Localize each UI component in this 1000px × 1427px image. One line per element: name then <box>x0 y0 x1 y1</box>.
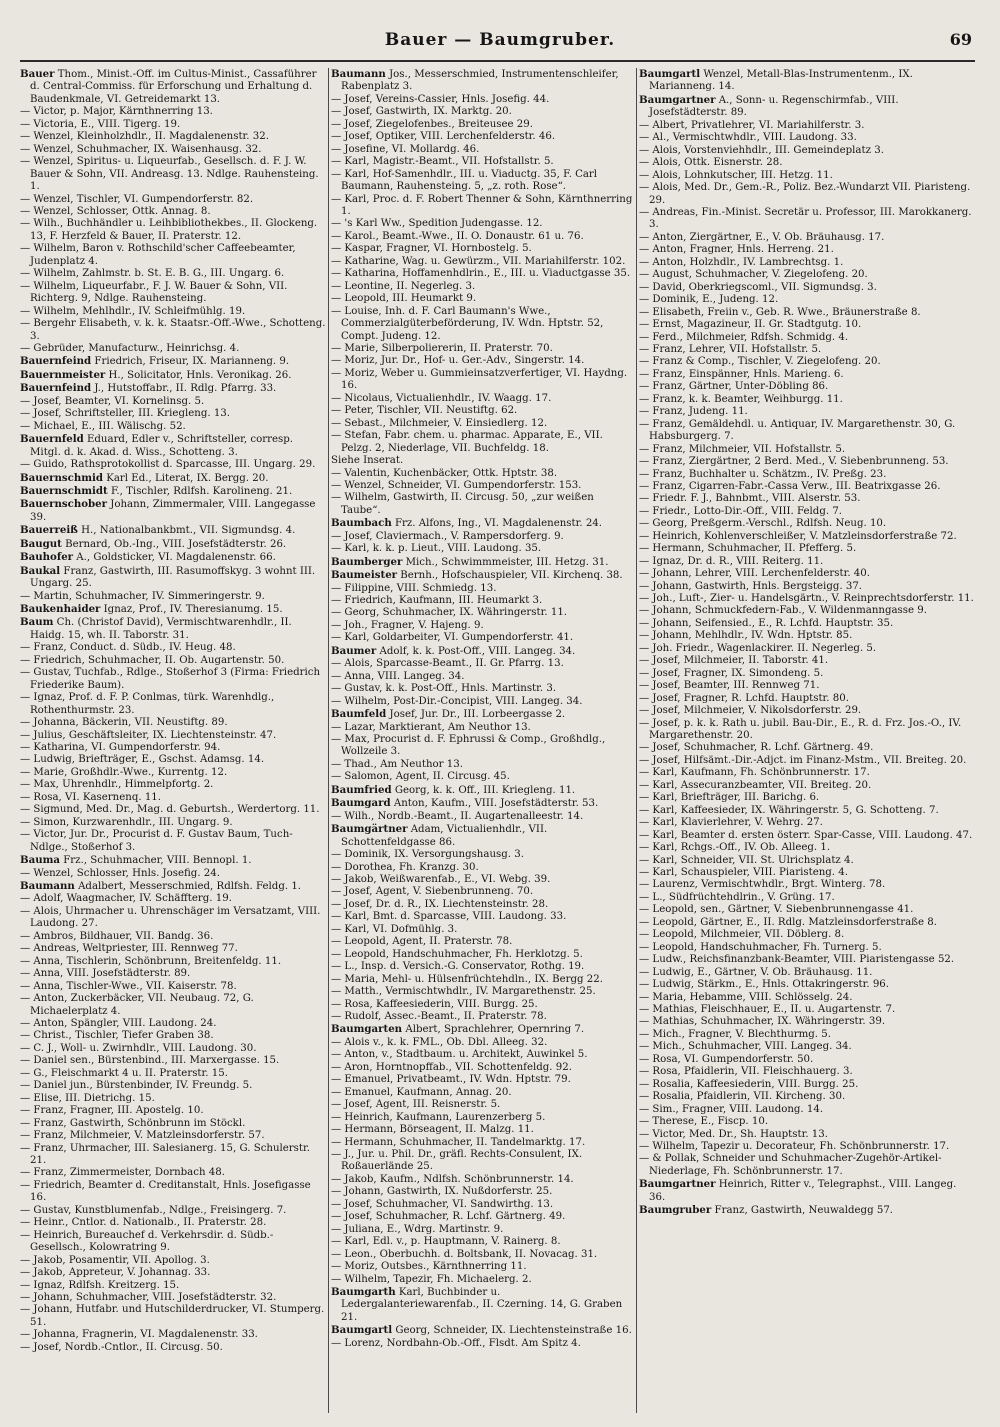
directory-entry: — Leopold, Handschuhmacher, Fh. Turnerg. 5. <box>639 941 882 953</box>
directory-entry: — Victoria, E., VIII. Tigerg. 19. <box>20 118 181 130</box>
directory-entry: — Leopold, Milchmeier, VII. Döblerg. 8. <box>639 929 845 941</box>
directory-entry: Bauernmeister H., Solicitator, Hnls. Veronikag. 26. <box>20 368 292 381</box>
directory-entry: — Alois, Vorstenviehhdlr., III. Gemeindeplatz 3. <box>639 144 884 156</box>
directory-entry: — Friedrich, Schuhmacher, II. Ob. Augartenstr. 50. <box>20 654 285 666</box>
directory-entry: — Wilh., Nordb.-Beamt., II. Augartenalleestr. 14. <box>331 810 584 822</box>
directory-entry: — Wenzel, Schlosser, Ottk. Annag. 8. <box>20 205 211 217</box>
directory-entry: — Alois v., k. k. FML., Ob. Dbl. Alleeg. 32. <box>331 1036 548 1048</box>
directory-entry: — Franz, Milchmeier, V. Matzleinsdorferstr. 57. <box>20 1130 265 1142</box>
directory-entry: — Franz, k. k. Beamter, Weihburgg. 11. <box>639 393 843 405</box>
directory-entry: — Ambros, Bildhauer, VII. Bandg. 36. <box>20 930 214 942</box>
directory-entry: Baugut Bernard, Ob.-Ing., VIII. Josefstädterstr. 26. <box>20 537 287 550</box>
directory-entry: — Kaspar, Fragner, VI. Hornbostelg. 5. <box>331 243 532 255</box>
directory-entry: Baumgärtner Adam, Victualienhdlr., VII. Schottenfeldgasse 86. <box>331 823 548 848</box>
directory-entry: — Nicolaus, Victualienhdlr., IV. Waagg. 17. <box>331 392 552 404</box>
directory-entry: — Franz, Conduct. d. Südb., IV. Heug. 48. <box>20 642 236 654</box>
directory-entry: — Georg, Schuhmacher, IX. Währingerstr. 11. <box>331 607 568 619</box>
directory-entry: — Franz, Cigarren-Fabr.-Cassa Verw., III. Beatrixgasse 26. <box>639 480 941 492</box>
directory-entry: — Anton, Ziergärtner, E., V. Ob. Bräuhausg. 17. <box>639 231 885 243</box>
directory-entry: — Thad., Am Neuthor 13. <box>331 758 463 770</box>
directory-entry: — Leopold, sen., Gärtner, V. Siebenbrunnengasse 41. <box>639 904 914 916</box>
directory-entry: — Katharine, Wag. u. Gewürzm., VII. Mariahilferstr. 102. <box>331 255 626 267</box>
directory-entry: — Moriz, Jur. Dr., Hof- u. Ger.-Adv., Singerstr. 14. <box>331 355 585 367</box>
directory-entry: — Peter, Tischler, VII. Neustiftg. 62. <box>331 405 518 417</box>
directory-entry: — Josef, Milchmeier, V. Nikolsdorferstr. 29. <box>639 705 862 717</box>
directory-entry: — Johann, Hutfabr. und Hutschilderdrucker, VI. Stumperg. 51. <box>20 1304 325 1328</box>
directory-entry: — Friedr., Lotto-Dir.-Off., VIII. Feldg. 7. <box>639 505 843 517</box>
directory-entry: — Dorothea, Fh. Kranzg. 30. <box>331 861 479 873</box>
directory-entry: — Wilh., Buchhändler u. Leihbibliothekbes., II. Glockeng. 13, F. Herzfeld & Bauer, II. Praterstr. 12. <box>20 218 318 242</box>
directory-entry: — Anton, Zuckerbäcker, VII. Neubaug. 72, G. Michaelerplatz 4. <box>20 993 254 1017</box>
directory-entry: — Leopold, III. Heumarkt 9. <box>331 293 477 305</box>
directory-entry: — Juliana, E., Wdrg. Martinstr. 9. <box>331 1223 504 1235</box>
directory-entry: — Anna, Tischlerin, Schönbrunn, Breitenfeldg. 11. <box>20 955 282 967</box>
directory-entry: — Lorenz, Nordbahn-Ob.-Off., Flsdt. Am Spitz 4. <box>331 1337 581 1349</box>
directory-entry: — Heinr., Cntlor. d. Nationalb., II. Praterstr. 28. <box>20 1217 267 1229</box>
directory-entry: Baumgarten Albert, Sprachlehrer, Opernring 7. <box>331 1023 585 1036</box>
directory-entry: — Katharina, VI. Gumpendorferstr. 94. <box>20 742 221 754</box>
directory-entry: — Heinrich, Kaufmann, Laurenzerberg 5. <box>331 1111 546 1123</box>
directory-entry: — Anna, VIII. Josefstädterstr. 89. <box>20 968 191 980</box>
directory-entry: — Karl, Magistr.-Beamt., VII. Hofstallstr. 5. <box>331 156 554 168</box>
directory-entry: — Johanna, Fragnerin, VI. Magdalenenstr. 33. <box>20 1329 258 1341</box>
directory-entry: Baumer Adolf, k. k. Post-Off., VIII. Langeg. 34. <box>331 644 576 657</box>
directory-entry: — Wenzel, Tischler, VI. Gumpendorferstr. 82. <box>20 193 254 205</box>
directory-entry: — Andreas, Weltpriester, III. Rennweg 77. <box>20 943 238 955</box>
directory-entry: — Johanna, Bäckerin, VII. Neustiftg. 89. <box>20 717 228 729</box>
directory-entry: — Friedrich, Kaufmann, III. Heumarkt 3. <box>331 595 543 607</box>
directory-entry: — Rosalia, Pfaidlerin, VII. Kircheng. 30. <box>639 1091 846 1103</box>
directory-entry: — Johann, Gastwirth, IX. Nußdorferstr. 25. <box>331 1186 553 1198</box>
directory-entry: Baumgartner Heinrich, Ritter v., Telegraphst., VIII. Langeg. 36. <box>639 1178 957 1203</box>
directory-entry: — Anna, Tischler-Wwe., VII. Kaiserstr. 78. <box>20 980 237 992</box>
directory-entry: — Marie, Silberpoliererin, II. Praterstr. 70. <box>331 342 553 354</box>
directory-entry: — Karl, VI. Dofmühlg. 3. <box>331 923 458 935</box>
directory-entry: — Franz, Gemäldehdl. u. Antiquar, IV. Margarethenstr. 30, G. Habsburgerg. 7. <box>639 418 956 443</box>
directory-entry: — Ignaz, Rdlfsh. Kreitzerg. 15. <box>20 1279 180 1291</box>
directory-entry: — Johann, Schuhmacher, VIII. Josefstädterstr. 32. <box>20 1291 277 1303</box>
directory-entry: — Ferd., Milchmeier, Rdfsh. Schmidg. 4. <box>639 331 849 343</box>
directory-entry: — Elisabeth, Freiin v., Geb. R. Wwe., Bräunerstraße 8. <box>639 306 921 318</box>
directory-entry: — David, Oberkriegscoml., VII. Sigmundsg. 3. <box>639 281 877 293</box>
directory-entry: — 's Karl Ww., Spedition Judengasse. 12. <box>331 218 543 230</box>
directory-entry: — Karl, Bmt. d. Sparcasse, VIII. Laudong. 33. <box>331 911 567 923</box>
directory-entry: — Marie, Großhdlr.-Wwe., Kurrentg. 12. <box>20 766 228 778</box>
directory-entry: — Karl, Schneider, VII. St. Ulrichsplatz 4. <box>639 854 854 866</box>
directory-entry: — Josef, Schuhmacher, VI. Sandwirthg. 13. <box>331 1198 554 1210</box>
directory-entry: — Andreas, Fin.-Minist. Secretär u. Professor, III. Marokkanerg. 3. <box>639 206 972 231</box>
directory-entry: — Franz, Buchhalter u. Schätzm., IV. Preßg. 23. <box>639 468 887 480</box>
directory-entry: — C. J., Woll- u. Zwirnhdlr., VIII. Laudong. 30. <box>20 1042 257 1054</box>
column-right <box>639 68 975 1413</box>
directory-entry: — Maria, Hebamme, VIII. Schlösselg. 24. <box>639 991 853 1003</box>
directory-entry: Bauer Thom., Minist.-Off. im Cultus-Minist., Cassaführer d. Central-Commiss. für Erforschung und Erhaltung d. Baudenkmale, VI. Getreidemarkt 13. <box>20 68 317 105</box>
directory-entry: — Valentin, Kuchenbäcker, Ottk. Hptstr. 38. <box>331 467 558 479</box>
directory-entry: — Ignaz, Dr. d. R., VIII. Reiterg. 11. <box>639 555 824 567</box>
directory-entry: — & Pollak, Schneider und Schuhmacher-Zugehör-Artikel-Niederlage, Fh. Schönbrunnerstr. 17. <box>639 1153 942 1177</box>
directory-entry: — Josef, Nordb.-Cntlor., II. Circusg. 50. <box>20 1341 223 1353</box>
directory-entry: — Leontine, II. Negerleg. 3. <box>331 280 476 292</box>
directory-entry: — Josef, Beamter, VI. Kornelinsg. 5. <box>20 395 205 407</box>
directory-entry: — Ludw., Reichsfinanzbank-Beamter, VIII. Piaristengasse 52. <box>639 954 955 966</box>
directory-entry: — Josef, Schuhmacher, R. Lchf. Gärtnerg. 49. <box>331 1211 566 1223</box>
directory-entry: — Aron, Horntnopffab., VII. Schottenfeldg. 92. <box>331 1061 572 1073</box>
directory-entry: — Franz, Einspänner, Hnls. Marieng. 6. <box>639 368 844 380</box>
directory-entry: — Wilhelm, Tapezir u. Decorateur, Fh. Schönbrunnerstr. 17. <box>639 1140 950 1152</box>
directory-entry: — Rosa, VI. Gumpendorferstr. 50. <box>639 1053 814 1065</box>
directory-entry: — Leon., Oberbuchh. d. Boltsbank, II. Novacag. 31. <box>331 1248 598 1260</box>
directory-entry: — Ernst, Magazineur, II. Gr. Stadtgutg. 10. <box>639 319 862 331</box>
directory-entry: — Franz, Gärtner, Unter-Döbling 86. <box>639 381 829 393</box>
directory-entry: — Emanuel, Kaufmann, Annag. 20. <box>331 1086 512 1098</box>
directory-entry: — Daniel jun., Bürstenbinder, IV. Freundg. 5. <box>20 1080 253 1092</box>
directory-entry: — Karl, Proc. d. F. Robert Thenner & Sohn, Kärnthnerring 1. <box>331 193 633 217</box>
directory-entry: Baumgartl Georg, Schneider, IX. Liechtensteinstraße 16. <box>331 1324 632 1337</box>
directory-entry: Bauerreiß H., Nationalbankbmt., VII. Sigmundsg. 4. <box>20 524 296 537</box>
page-number: 69 <box>949 30 972 49</box>
directory-entry: — Karl, Kaffeesieder, IX. Währingerstr. 5, G. Schotteng. 7. <box>639 804 939 816</box>
directory-entry: — Sim., Fragner, VIII. Laudong. 14. <box>639 1103 824 1115</box>
column-left <box>20 68 326 1413</box>
directory-entry: — Josef, Dr. d. R., IX. Liechtensteinstr. 28. <box>331 898 549 910</box>
directory-entry: — Johann, Seifensied., E., R. Lchfd. Hauptstr. 35. <box>639 617 894 629</box>
directory-entry: — Joh. Friedr., Wagenlackirer. II. Negerleg. 5. <box>639 642 877 654</box>
directory-entry: — August, Schuhmacher, V. Ziegelofeng. 20. <box>639 269 868 281</box>
directory-entry: — Anton, v., Stadtbaum. u. Architekt, Auwinkel 5. <box>331 1049 588 1061</box>
directory-entry: Baukal Franz, Gastwirth, III. Rasumoffskyg. 3 wohnt III. Ungarg. 25. <box>20 564 316 590</box>
directory-entry: — Adolf, Waagmacher, IV. Schäffterg. 19. <box>20 893 232 905</box>
directory-entry: — Mathias, Schuhmacher, IX. Währingerstr. 39. <box>639 1016 886 1028</box>
directory-entry: — Josef, Hilfsämt.-Dir.-Adjct. im Finanz-Mstm., VII. Breiteg. 20. <box>639 754 967 766</box>
directory-entry: — Franz, Milchmeier, VII. Hofstallstr. 5. <box>639 443 846 455</box>
directory-entry: — Franz, Zimmermeister, Dornbach 48. <box>20 1167 225 1179</box>
directory-entry: — Karl, Hof-Samenhdlr., III. u. Viaductg. 35, F. Carl Baumann, Rauhensteing. 5, „z. roth. Rose“. <box>331 168 598 193</box>
directory-entry: Baumgruber Franz, Gastwirth, Neuwaldegg 57. <box>639 1204 894 1217</box>
directory-entry: — Wilhelm, Baron v. Rothschild'scher Caffeebeamter, Judenplatz 4. <box>20 243 296 267</box>
directory-entry: — Anna, VIII. Langeg. 34. <box>331 670 465 682</box>
directory-entry: — Therese, E., Fiscp. 10. <box>639 1116 769 1128</box>
directory-entry: — Franz & Comp., Tischler, V. Ziegelofeng. 20. <box>639 356 881 368</box>
directory-entry: — L., Südfrüchtehdlrin., V. Grüng. 17. <box>639 891 835 903</box>
directory-entry: — Julius, Geschäftsleiter, IX. Liechtensteinstr. 47. <box>20 729 277 741</box>
directory-entry: — Anton, Fragner, Hnls. Herreng. 21. <box>639 244 834 256</box>
directory-entry: — Christ., Tischler, Tiefer Graben 38. <box>20 1030 214 1042</box>
directory-entry: — Alois, Uhrmacher u. Uhrenschäger im Versatzamt, VIII. Laudong. 27. <box>20 905 321 930</box>
directory-entry: — Jakob, Weißwarenfab., E., VI. Webg. 39. <box>331 874 551 885</box>
directory-entry: — Johann, Schmuckfedern-Fab., V. Wildenmanngasse 9. <box>639 605 927 617</box>
directory-entry: — Alois, Sparcasse-Beamt., II. Gr. Pfarrg. 13. <box>331 658 564 670</box>
directory-entry: — Leopold, Handschuhmacher, Fh. Herklotzg. 5. <box>331 948 583 960</box>
directory-entry: — Jakob, Kaufm., Ndlfsh. Schönbrunnerstr. 14. <box>331 1173 574 1185</box>
directory-entry: — Laurenz, Vermischtwhdlr., Brgt. Winterg. 78. <box>639 879 886 891</box>
directory-entry: — Alois, Lohnkutscher, III. Hetzg. 11. <box>639 169 833 181</box>
directory-entry: — Karl, Kaufmann, Fh. Schönbrunnerstr. 17. <box>639 767 870 779</box>
directory-entry: — Katharina, Hoffamenhdlrin., E., III. u. Viaductgasse 35. <box>331 268 631 280</box>
directory-entry: Baumgartner A., Sonn- u. Regenschirmfab., VIII. Josefstädterstr. 89. <box>639 93 899 119</box>
directory-entry: — Victor, Med. Dr., Sh. Hauptstr. 13. <box>639 1128 829 1140</box>
directory-entry: — Georg, Preßgerm.-Verschl., Rdlfsh. Neug. 10. <box>639 518 887 530</box>
directory-entry: — Mathias, Fleischhauer, E., II. u. Augartenstr. 7. <box>639 1003 896 1015</box>
directory-entry: — Matth., Vermischtwhdlr., IV. Margarethenstr. 25. <box>331 986 596 998</box>
directory-entry: — Mich., Schuhmacher, VIII. Langeg. 34. <box>639 1041 852 1053</box>
directory-entry: — Victor, Jur. Dr., Procurist d. F. Gustav Baum, Tuch-Ndlge., Stoßerhof 3. <box>20 829 293 853</box>
directory-entry: — Franz, Lehrer, VII. Hofstallstr. 5. <box>639 343 822 355</box>
directory-entry: — Wenzel, Schuhmacher, IX. Waisenhausg. 32. <box>20 143 262 155</box>
directory-entry: — Wilhelm, Liqueurfabr., F. J. W. Bauer & Sohn, VII. Richterg. 9, Ndlge. Rauhensteing. <box>20 280 288 305</box>
directory-entry: — Karol., Beamt.-Wwe., II. O. Donaustr. 61 u. 76. <box>331 230 584 242</box>
directory-entry: — Rudolf, Assec.-Beamt., II. Praterstr. 78. <box>331 1010 547 1022</box>
directory-entry: — Joh., Fragner, V. Hajeng. 9. <box>331 619 484 631</box>
directory-entry: — Karl, Beamter d. ersten österr. Spar-Casse, VIII. Laudong. 47. <box>639 829 973 841</box>
directory-entry: — Filippine, VIII. Schmiedg. 13. <box>331 582 497 594</box>
directory-entry: — Leopold, Gärtner, E., II. Rdlg. Matzleinsdorferstraße 8. <box>639 916 937 928</box>
directory-entry: — Elise, III. Dietrichg. 15. <box>20 1092 155 1104</box>
directory-entry: Baumann Adalbert, Messerschmied, Rdlfsh. Feldg. 1. <box>20 880 302 892</box>
directory-entry: — Josef, Optiker, VIII. Lerchenfelderstr. 46. <box>331 131 556 143</box>
directory-entry: — Friedr. F. J., Bahnbmt., VIII. Alserstr. 53. <box>639 493 861 505</box>
directory-entry: — Karl, Goldarbeiter, VI. Gumpendorferstr. 41. <box>331 632 574 644</box>
directory-entry: — Lazar, Marktierant, Am Neuthor 13. <box>331 721 531 733</box>
directory-entry: — Joh., Luft-, Zier- u. Handelsgärtn., V. Reinprechtsdorferstr. 11. <box>639 593 974 605</box>
directory-entry: — Rosalia, Kaffeesiederin, VIII. Burgg. 25. <box>639 1078 859 1090</box>
directory-entry: — Wenzel, Kleinholzhdlr., II. Magdalenenstr. 32. <box>20 131 269 143</box>
directory-entry: — Josef, Agent, V. Siebenbrunneng. 70. <box>331 886 534 898</box>
directory-entry: Baumann Jos., Messerschmied, Instrumentenschleifer, Rabenplatz 3. <box>331 68 619 93</box>
directory-entry: — Josef, Milchmeier, II. Taborstr. 41. <box>639 655 829 667</box>
directory-entry: — Guido, Rathsprotokollist d. Sparcasse, III. Ungarg. 29. <box>20 459 316 471</box>
directory-entry: — Wilhelm, Tapezir, Fh. Michaelerg. 2. <box>331 1273 532 1285</box>
directory-entry: — Gebrüder, Manufacturw., Heinrichsg. 4. <box>20 342 240 354</box>
directory-entry: Baumeister Bernh., Hofschauspieler, VII. Kirchenq. 38. <box>331 569 623 582</box>
directory-entry: — Simon, Kurzwarenhdlr., III. Ungarg. 9. <box>20 816 233 828</box>
directory-entry: — Josef, Claviermach., V. Rampersdorferg. 9. <box>331 530 564 542</box>
directory-entry: Bauernschober Johann, Zimmermaler, VIII. Langegasse 39. <box>20 498 316 523</box>
directory-entry: Baumbach Frz. Alfons, Ing., VI. Magdalenenstr. 24. <box>331 517 603 530</box>
directory-entry: — Karl, Assecuranzbeamter, VII. Breiteg. 20. <box>639 779 872 791</box>
directory-entry: — Hermann, Schuhmacher, II. Pfefferg. 5. <box>639 543 857 555</box>
directory-entry: Baukenhaider Ignaz, Prof., IV. Theresianumg. 15. <box>20 603 283 616</box>
directory-entry: — Karl, k. k. p. Lieut., VIII. Laudong. 35. <box>331 543 542 555</box>
directory-entry: — Josef, p. k. k. Rath u. jubil. Bau-Dir., E., R. d. Frz. Jos.-O., IV. Margarethenstr. 20. <box>639 717 962 742</box>
directory-entry: — Karl, Schauspieler, VIII. Piaristeng. 4. <box>639 867 848 878</box>
directory-entry: — Johann, Gastwirth, Hnls. Bergsteigg. 37. <box>639 580 863 592</box>
directory-entry: — Franz, Fragner, III. Apostelg. 10. <box>20 1105 204 1117</box>
directory-entry: — Wilhelm, Zahlmstr. b. St. E. B. G., III. Ungarg. 6. <box>20 268 285 280</box>
directory-entry: — Josef, Beamter, III. Rennweg 71. <box>639 680 820 692</box>
directory-entry: — Karl, Klavierlehrer, V. Wehrg. 27. <box>639 817 823 829</box>
directory-entry: — Wilhelm, Gastwirth, II. Circusg. 50, „zur weißen Taube“. <box>331 492 594 516</box>
directory-entry: — Rosa, Pfaidlerin, VII. Fleischhauerg. 3. <box>639 1066 853 1078</box>
directory-entry: — Anton, Spängler, VIII. Laudong. 24. <box>20 1017 217 1029</box>
directory-entry: — Ludwig, Stärkm., E., Hnls. Ottakringerstr. 96. <box>639 979 890 991</box>
directory-entry: — Franz, Judeng. 11. <box>639 406 748 418</box>
directory-entry: — Heinrich, Bureauchef d. Verkehrsdir. d. Südb.-Gesellsch., Kolowratring 9. <box>20 1229 274 1254</box>
directory-entry: — Gustav, k. k. Post-Off., Hnls. Martinstr. 3. <box>331 683 557 695</box>
directory-entry: — Ludwig, Briefträger, E., Gschst. Adamsg. 14. <box>20 754 265 766</box>
directory-entry: — Wenzel, Schneider, VI. Gumpendorferstr. 153. <box>331 479 582 491</box>
directory-entry: Baumfeld Josef, Jur. Dr., III. Lorbeergasse 2. <box>331 708 566 721</box>
directory-entry: — Max, Uhrenhdlr., Himmelpfortg. 2. <box>20 779 214 791</box>
directory-entry: — Dominik, IX. Versorgungshausg. 3. <box>331 849 524 861</box>
directory-entry: — Johann, Lehrer, VIII. Lerchenfelderstr. 40. <box>639 568 871 580</box>
directory-entry: — Karl, Briefträger, III. Barichg. 6. <box>639 792 820 804</box>
directory-entry: — Alois, Ottk. Eisnerstr. 28. <box>639 157 783 169</box>
directory-entry: — Franz, Ziergärtner, 2 Berd. Med., V. Siebenbrunneng. 53. <box>639 456 949 468</box>
directory-entry: — Anton, Holzhdlr., IV. Lambrechtsg. 1. <box>639 256 844 268</box>
directory-entry: — Emanuel, Privatbeamt., IV. Wdn. Hptstr. 79. <box>331 1074 571 1086</box>
directory-entry: — Gustav, Tuchfab., Rdlge., Stoßerhof 3 (Firma: Friedrich Friederike Baum). <box>20 667 321 691</box>
directory-entry: — Sigmund, Med. Dr., Mag. d. Geburtsh., Werdertorg. 11. <box>20 804 320 816</box>
directory-entry: — Heinrich, Kohlenverschleißer, V. Matzleinsdorferstraße 72. <box>639 530 957 542</box>
directory-entry: — Josef, Schuhmacher, R. Lchf. Gärtnerg. 49. <box>639 742 874 754</box>
directory-entry: — Dominik, E., Judeng. 12. <box>639 294 779 306</box>
directory-entry: — Al., Vermischtwhdlr., VIII. Laudong. 33. <box>639 132 857 144</box>
directory-entry: — Louise, Inh. d. F. Carl Baumann's Wwe., Commerzialgüterbeförderung, IV. Wdn. Hptstr. 52, Compt. Judeng. 12. <box>331 305 604 342</box>
directory-entry: — Josef, Ziegelofenbes., Breiteusee 29. <box>331 118 533 130</box>
directory-entry: — Franz, Gastwirth, Schönbrunn im Stöckl. <box>20 1117 246 1129</box>
directory-entry: Bauma Frz., Schuhmacher, VIII. Bennopl. 1. <box>20 854 252 867</box>
directory-entry: — Michael, E., III. Wälischg. 52. <box>20 420 186 432</box>
directory-entry: — J., Jur. u. Phil. Dr., gräfl. Rechts-Consulent, IX. Roßauerlände 25. <box>331 1148 583 1173</box>
directory-entry: Baumberger Mich., Schwimmmeister, III. Hetzg. 31. <box>331 555 609 568</box>
directory-entry: — Hermann, Börseagent, II. Malzg. 11. <box>331 1124 534 1136</box>
directory-entry: — Max, Procurist d. F. Ephrussi & Comp., Großhdlg., Wollzeile 3. <box>331 734 606 758</box>
directory-entry: — Leopold, Agent, II. Praterstr. 78. <box>331 936 513 948</box>
directory-entry: — Bergehr Elisabeth, v. k. k. Staatsr.-Off.-Wwe., Schotteng. 3. <box>20 318 326 342</box>
directory-entry: Baumgarth Karl, Buchbinder u. Ledergalanteriewarenfab., II. Czerning. 14, G. Graben 21. <box>331 1285 623 1323</box>
directory-entry: Bauhofer A., Goldsticker, VI. Magdalenenstr. 66. <box>20 551 276 564</box>
directory-entry: — Jakob, Posamentir, VII. Apollog. 3. <box>20 1254 210 1266</box>
directory-entry: — Martin, Schuhmacher, IV. Simmeringerstr. 9. <box>20 590 265 602</box>
directory-entry: — L., Insp. d. Versich.-G. Conservator, Rothg. 19. <box>331 961 585 973</box>
column-middle <box>331 68 634 1413</box>
directory-entry: — Moriz, Outsbes., Kärnthnerring 11. <box>331 1261 527 1273</box>
directory-entry: — Daniel sen., Bürstenbind., III. Marxergasse. 15. <box>20 1055 280 1067</box>
directory-entry: — Maria, Mehl- u. Hülsenfrüchtehdln., IX. Bergg 22. <box>331 973 603 985</box>
directory-entry: Bauernschmid Karl Ed., Literat, IX. Bergg. 20. <box>20 471 269 484</box>
directory-entry: — Rosa, VI. Kasernenq. 11. <box>20 791 162 803</box>
directory-entry: — Jakob, Appreteur, V. Johannag. 33. <box>20 1267 211 1279</box>
directory-entry: — Alois, Med. Dr., Gem.-R., Poliz. Bez.-Wundarzt VII. Piaristeng. 29. <box>639 182 971 206</box>
directory-entry: — Friedrich, Beamter d. Creditanstalt, Hnls. Josefigasse 16. <box>20 1179 311 1204</box>
column-divider-right <box>636 68 637 1413</box>
directory-entry: Bauernfeld Eduard, Edler v., Schriftsteller, corresp. Mitgl. d. k. Akad. d. Wiss., Schotteng. 3. <box>20 433 294 458</box>
directory-entry: — G., Fleischmarkt 4 u. II. Praterstr. 15. <box>20 1067 228 1079</box>
directory-entry: — Albert, Privatlehrer, VI. Mariahilferstr. 3. <box>639 119 865 131</box>
directory-entry: — Josef, Fragner, IX. Simondeng. 5. <box>639 667 824 679</box>
directory-entry: — Mich., Fragner, V. Blechthurmg. 5. <box>639 1028 832 1040</box>
column-divider-left <box>328 68 329 1413</box>
directory-entry: Baumgartl Wenzel, Metall-Blas-Instrumentenm., IX. Marianneng. 14. <box>639 68 913 93</box>
directory-entry: Siehe Inserat. <box>331 455 404 467</box>
directory-entry: — Wilhelm, Post-Dir.-Concipist, VIII. Langeg. 34. <box>331 695 583 707</box>
directory-entry: — Moriz, Weber u. Gummieinsatzverfertiger, VI. Haydng. 16. <box>331 367 628 392</box>
directory-entry: — Salomon, Agent, II. Circusg. 45. <box>331 771 510 783</box>
directory-entry: — Josef, Gastwirth, IX. Marktg. 20. <box>331 106 512 118</box>
directory-entry: — Wenzel, Schlosser, Hnls. Josefig. 24. <box>20 867 221 879</box>
directory-entry: — Ignaz, Prof. d. F. P. Conlmas, türk. Warenhdlg., Rothenthurmstr. 23. <box>20 692 275 716</box>
directory-entry: Bauernfeind J., Hutstoffabr., II. Rdlg. Pfarrg. 33. <box>20 382 277 395</box>
directory-entry: — Hermann, Schuhmacher, II. Tandelmarktg. 17. <box>331 1136 586 1148</box>
directory-entry: — Johann, Mehlhdlr., IV. Wdn. Hptstr. 85. <box>639 630 853 642</box>
directory-entry: — Josefine, VI. Mollardg. 46. <box>331 143 480 155</box>
header-rule <box>20 60 975 62</box>
directory-entry: Bauernschmidt F., Tischler, Rdlfsh. Karolineng. 21. <box>20 484 293 497</box>
directory-entry: — Wenzel, Spiritus- u. Liqueurfab., Gesellsch. d. F. J. W. Bauer & Sohn, VII. Andreasg. 13. Ndlge. Rauhensteing. 1. <box>20 156 319 193</box>
directory-entry: — Karl, Rchgs.-Off., IV. Ob. Alleeg. 1. <box>639 842 831 854</box>
directory-entry: — Josef, Fragner, R. Lchfd. Hauptstr. 80. <box>639 692 849 704</box>
directory-entry: — Franz, Uhrmacher, III. Salesianerg. 15, G. Schulerstr. 21. <box>20 1142 310 1166</box>
directory-entry: Baumgard Anton, Kaufm., VIII. Josefstädterstr. 53. <box>331 797 599 810</box>
directory-entry: — Stefan, Fabr. chem. u. pharmac. Apparate, E., VII. Pelzg. 2, Niederlage, VII. Buchfeldg. 18. <box>331 430 603 454</box>
directory-entry: — Josef, Schriftsteller, III. Kriegleng. 13. <box>20 408 231 420</box>
directory-entry: — Gustav, Kunstblumenfab., Ndlge., Freisingerg. 7. <box>20 1204 287 1216</box>
directory-entry: Bauernfeind Friedrich, Friseur, IX. Marianneng. 9. <box>20 355 290 368</box>
directory-entry: — Victor, p. Major, Kärnthnerring 13. <box>20 106 213 118</box>
directory-entry: — Wilhelm, Mehlhdlr., IV. Schleifmühlg. 19. <box>20 305 246 317</box>
directory-entry: Baumfried Georg, k. k. Off., III. Kriegleng. 11. <box>331 783 576 796</box>
directory-entry: — Karl, Edl. v., p. Hauptmann, V. Rainerg. 8. <box>331 1236 561 1248</box>
directory-entry: — Josef, Vereins-Cassier, Hnls. Josefig. 44. <box>331 93 550 105</box>
directory-entry: — Sebast., Milchmeier, V. Einsiedlerg. 12. <box>331 417 548 429</box>
directory-entry: Baum Ch. (Christof David), Vermischtwarenhdlr., II. Haidg. 15, wh. II. Taborstr. 31. <box>20 616 292 641</box>
directory-entry: — Josef, Agent, III. Reisnerstr. 5. <box>331 1099 501 1111</box>
directory-entry: — Ludwig, E., Gärtner, V. Ob. Bräuhausg. 11. <box>639 966 873 978</box>
running-head: Bauer — Baumgruber. <box>384 30 616 50</box>
directory-entry: — Rosa, Kaffeesiederin, VIII. Burgg. 25. <box>331 998 538 1010</box>
